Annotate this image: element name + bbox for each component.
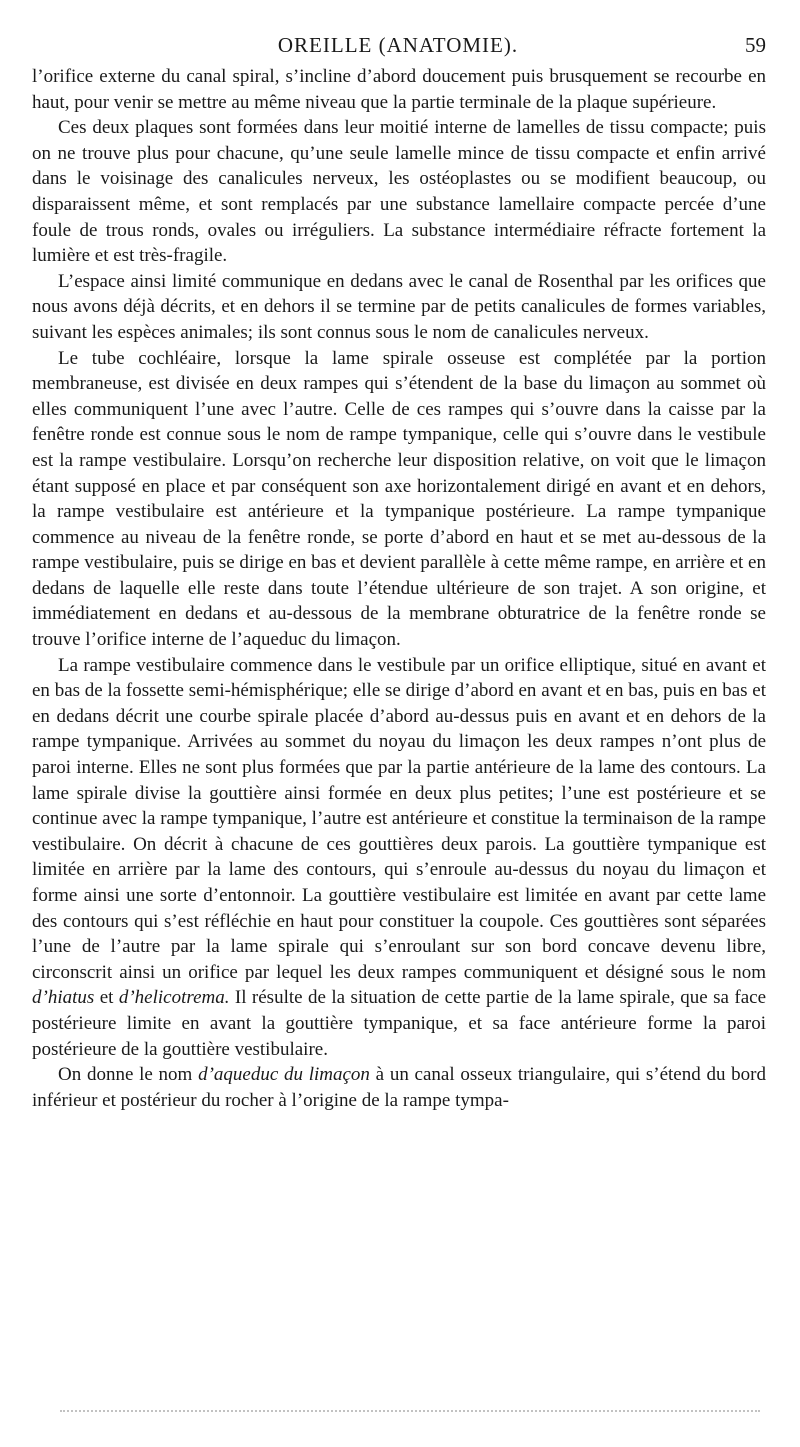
paragraph-space: L’espace ainsi limité communique en dedans avec le canal de Rosenthal par les orifices que nous avons déjà décrits, et en dehors il se termine par de petits canalicules de formes variables, suivant les espèces animales; ils sont connus sous le nom de canalicules nerveux. bbox=[32, 270, 766, 343]
term-aqueduct: d’aqueduc du limaçon bbox=[198, 1064, 370, 1086]
page-header bbox=[30, 30, 766, 60]
body-text bbox=[32, 64, 766, 1113]
term-hiatus: d’hiatus bbox=[32, 987, 95, 1009]
paragraph-vestibular-ramp-tail: Il résulte de la situation de cette partie de la lame spirale, que sa face postérieure limite en avant la gouttière tympanique, et sa face antérieure forme la paroi postérieure de la gouttière vestibulaire. bbox=[32, 987, 767, 1060]
paragraph-cochlear-tube: Le tube cochléaire, lorsque la lame spirale osseuse est complétée par la portion membraneuse, est divisée en deux rampes qui s’étendent de la base du limaçon au sommet où elles communiquent l’une avec l’autre. Celle de ces rampes qui s’ouvre dans la caisse par la fenêtre ronde est connue sous le nom de rampe tympanique, celle qui s’ouvre dans le vestibule est la rampe vestibulaire. Lorsqu’on recherche leur disposition relative, on voit que le limaçon étant supposé en place et par conséquent son axe horizontalement dirigé en avant et en dehors, la rampe vestibulaire est antérieure et la tympanique postérieure. La rampe tympanique commence au niveau de la fenêtre ronde, se porte d’abord en haut et se met au-dessous de la rampe vestibulaire, puis se dirige en bas et devient parallèle à cette même rampe, en arrière et en dedans de laquelle elle reste dans toute l’étendue ultérieure de son trajet. A son origine, et immédiatement en dedans et au-dessous de la membrane obturatrice de la fenêtre ronde se trouve l’orifice interne de l’aqueduc du limaçon. bbox=[32, 347, 766, 651]
running-head: OREILLE (ANATOMIE). bbox=[277, 33, 519, 57]
paragraph-vestibular-ramp-text: La rampe vestibulaire commence dans le vestibule par un orifice elliptique, situé en avant et en bas de la fossette semi-hémisphérique; elle se dirige d’abord en avant et en bas, puis en bas et en dedans décrit une courbe spirale placée d’abord au-dessus puis en avant et en dehors de la rampe tympanique. Arrivées au sommet du noyau du limaçon les deux rampes n’ont plus de paroi interne. Elles ne sont plus formées que par la partie antérieure de la lame des contours. La lame spirale divise la gouttière ainsi formée en deux plus petites; l’une est postérieure et se continue avec la rampe tympanique, l’autre est antérieure et constitue la terminaison de la rampe vestibulaire. On décrit à chacune de ces gouttières deux parois. La gouttière tympanique est limitée en arrière par la lame des contours, qui s’enroule au-dessus du noyau du limaçon et forme ainsi une sorte d’entonnoir. La gouttière vestibulaire est limitée en avant par cette lame des contours qui s’est réfléchie en haut pour constituer la coupole. Ces gouttières sont séparées l’une de l’autre par la lame spirale qui s’enroulant sur son bord concave devenu libre, circonscrit ainsi un orifice par lequel les deux rampes communiquent et désigné sous le nom bbox=[32, 654, 766, 983]
paragraph-aqueduct bbox=[32, 1062, 766, 1113]
paragraph-aqueduct-tail: à un canal osseux triangulaire, qui s’étend du bord inférieur et postérieur du rocher à l’origine de la rampe tympa- bbox=[32, 1064, 767, 1111]
term-helicotrema: d’helicotrema. bbox=[118, 987, 230, 1009]
page-number: 59 bbox=[745, 33, 766, 57]
paragraph-aqueduct-lead: On donne le nom bbox=[58, 1064, 193, 1086]
paragraph-plates: Ces deux plaques sont formées dans leur moitié interne de lamelles de tissu compacte; puis on ne trouve plus pour chacune, qu’une seule lamelle mince de tissu compacte et enfin arrivé dans le voisinage des canalicules nerveux, les ostéoplastes ou se modifient beaucoup, ou disparaissent même, et sont remplacés par une substance lamellaire compacte percée d’une foule de trous ronds, ovales ou irréguliers. La substance intermédiaire réfracte fortement la lumière et est très-fragile. bbox=[32, 117, 766, 267]
conjunction: et bbox=[99, 987, 114, 1009]
paragraph-vestibular-ramp bbox=[32, 653, 766, 1063]
bottom-bleed-through-line bbox=[60, 1410, 760, 1414]
paragraph-continuation: l’orifice externe du canal spiral, s’incline d’abord doucement puis brusquement se recourbe en haut, pour venir se mettre au même niveau que la partie terminale de la plaque supérieure. bbox=[32, 66, 766, 113]
